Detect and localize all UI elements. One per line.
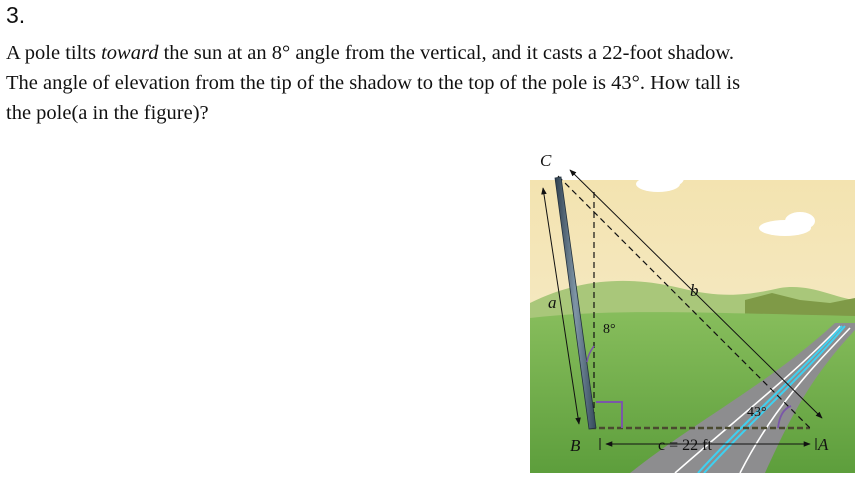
label-B: B: [570, 436, 581, 455]
angle-label-43: 43°: [747, 405, 767, 420]
angle-label-8: 8°: [603, 322, 616, 337]
pole-shadow-figure: [510, 148, 855, 473]
question-line1-end: the sun at an 8° angle from the vertical, and it casts a 22-foot shadow.: [158, 42, 735, 64]
figure-svg: [510, 148, 855, 473]
question-number: 3.: [6, 2, 26, 28]
question-line3: the pole(a in the figure)?: [6, 102, 209, 124]
label-a: a: [548, 293, 557, 312]
question-text: [6, 38, 858, 128]
label-c: c = 22 ft: [658, 437, 712, 454]
question-line2: The angle of elevation from the tip of the shadow to the top of the pole is 43°. How tall is: [6, 72, 741, 94]
label-C: C: [540, 151, 552, 170]
label-b: b: [690, 281, 699, 300]
question-emphasis: toward: [101, 42, 159, 64]
label-A: A: [818, 435, 829, 454]
question-line1-start: A pole tilts: [6, 42, 102, 64]
